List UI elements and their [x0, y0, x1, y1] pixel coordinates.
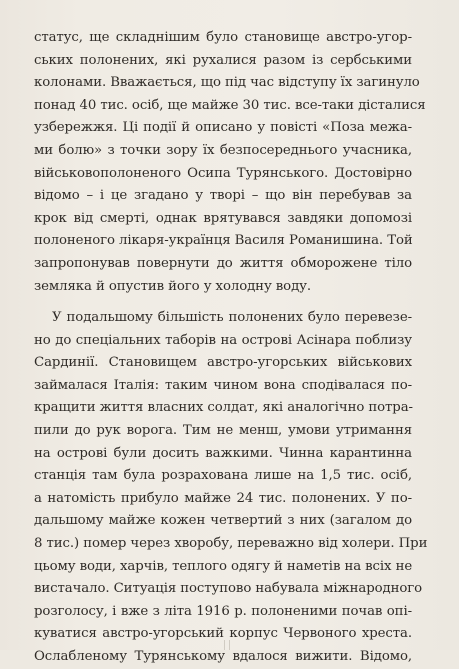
text-line: колонами. Вважається, що під час відступу їх загинуло — [34, 75, 420, 91]
text-line: станція там була розрахована лише на 1,5 тис. осіб, — [34, 468, 412, 484]
text-line: запропонував повернути до життя обморожене тіло — [34, 255, 412, 271]
text-line: а натомість прибуло майже 24 тис. полонених. У по- — [34, 490, 412, 506]
text-line: но до спеціальних таборів на острові Асінара поблизу — [34, 332, 412, 348]
text-line: ських полонених, які рухалися разом із сербськими — [34, 52, 412, 68]
text-line: розголосу, і вже з літа 1916 р. полоненими почав опі- — [34, 603, 412, 619]
page-edge-mark — [224, 640, 230, 650]
text-line: вистачало. Ситуація поступово набувала міжнародного — [34, 581, 423, 597]
text-line: пили до рук ворога. Тим не менш, умови утримання — [34, 422, 412, 438]
text-line: куватися австро-угорський корпус Червоного хреста. — [34, 626, 412, 642]
text-line: Сардинії. Становищем австро-угорських військових — [34, 355, 412, 371]
text-line: понад 40 тис. осіб, ще майже 30 тис. все-таки дісталися — [34, 97, 426, 113]
text-line: відомо – і це згадано у творі – що він перебував за — [34, 188, 412, 204]
text-line: військовополоненого Осипа Турянського. Достовірно — [34, 165, 412, 181]
text-line: У подальшому більшість полонених було перевезе- — [52, 310, 412, 325]
text-line: статус, ще складнішим було становище австро-угор- — [34, 30, 412, 45]
text-line: 8 тис.) помер через хворобу, переважно від холери. При — [34, 535, 428, 551]
text-line: дальшому майже кожен четвертий з них (загалом до — [34, 513, 412, 529]
text-line: цьому води, харчів, теплого одягу й наметів на всіх не — [34, 558, 413, 574]
text-line: узбережжя. Ці події й описано у повісті «Поза межа- — [34, 120, 412, 136]
text-line: полоненого лікаря-українця Василя Романишина. Той — [34, 233, 413, 249]
text-line: земляка й опустив його у холодну воду. — [34, 278, 312, 294]
text-line: займалася Італія: таким чином вона сподівалася по- — [34, 377, 412, 393]
paragraph-2 — [34, 307, 428, 669]
text-line: кращити життя власних солдат, які аналогічно потра- — [34, 400, 413, 416]
text-line: крок від смерті, однак врятувався завдяки допомозі — [34, 210, 412, 226]
text-line: Ослабленому Турянському вдалося вижити. Відомо, — [34, 648, 412, 664]
paragraph-1 — [34, 27, 426, 298]
text-line: на острові були досить важкими. Чинна карантинна — [34, 445, 412, 461]
text-line: ми болю» з точки зору їх безпосереднього учасника, — [34, 142, 412, 158]
